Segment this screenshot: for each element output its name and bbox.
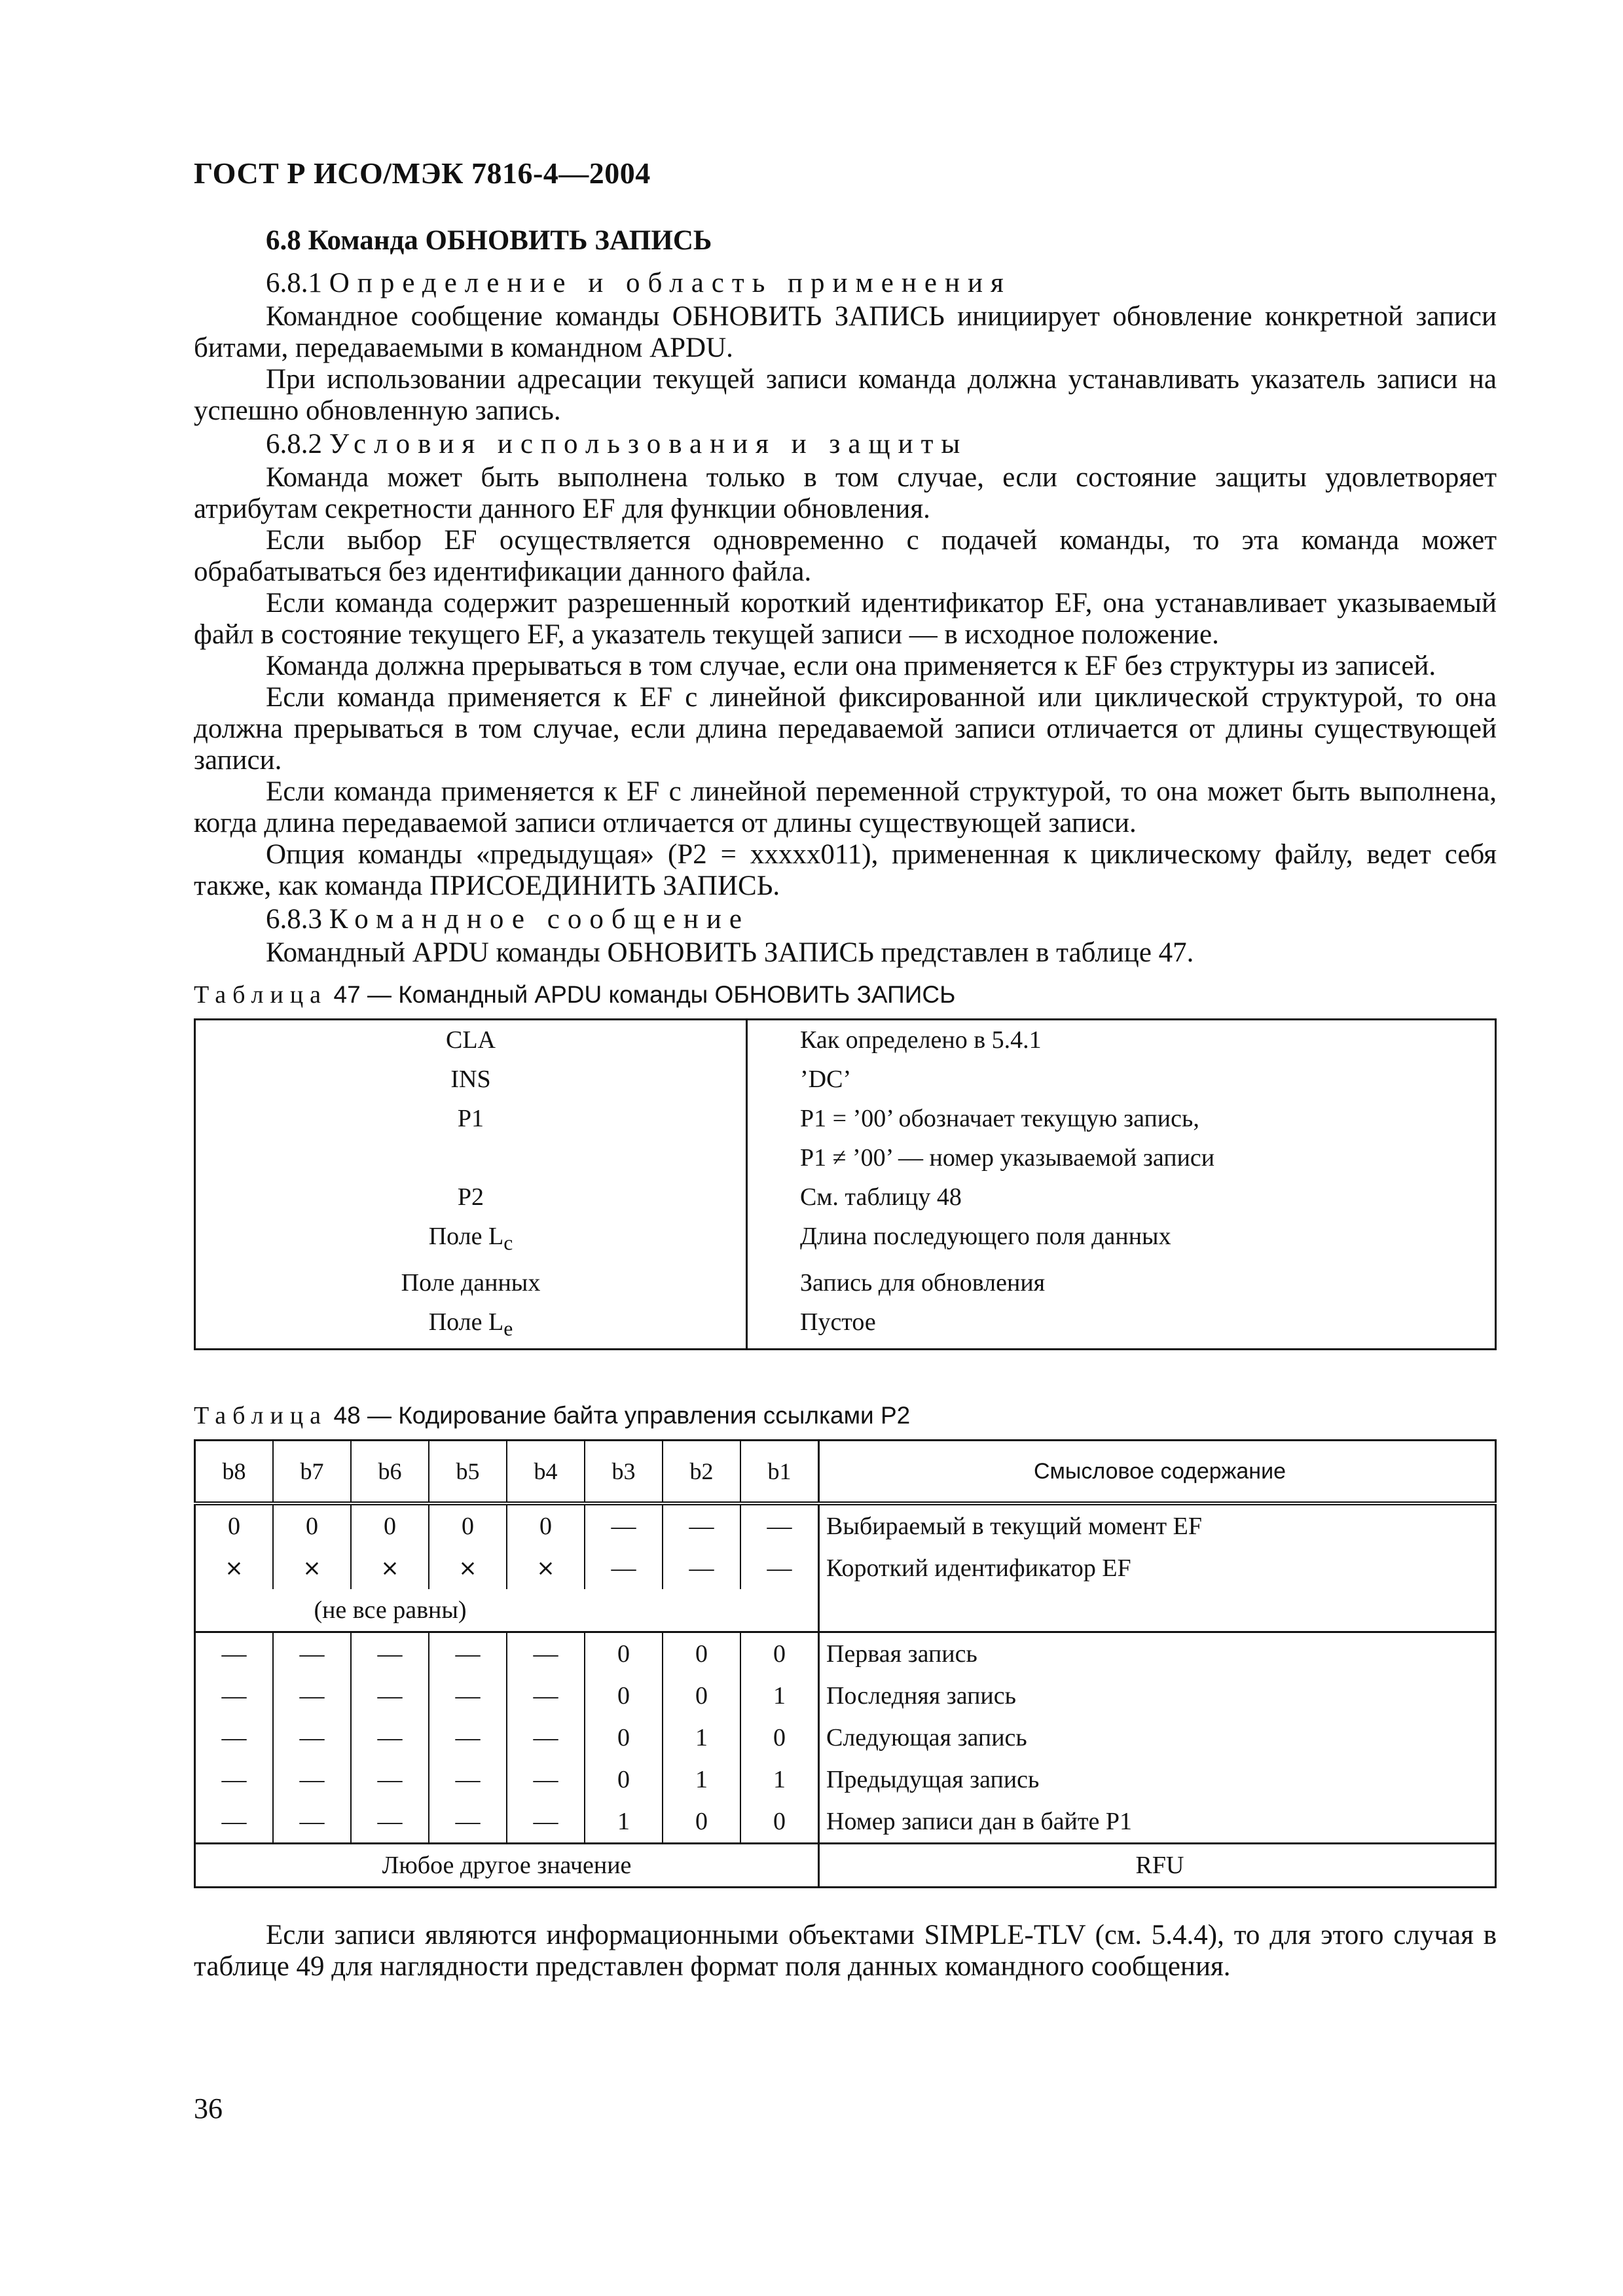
bit-cell: —	[273, 1801, 351, 1844]
table-row	[195, 1632, 1496, 1676]
field-cell	[195, 1060, 747, 1099]
bit-cell: —	[507, 1675, 585, 1717]
bit-cell: 0	[740, 1801, 819, 1844]
bit-cell: —	[351, 1632, 429, 1676]
document-header: ГОСТ Р ИСО/МЭК 7816-4—2004	[194, 156, 651, 190]
field-cell	[195, 1177, 747, 1217]
description-cell: Длина последующего поля данных	[800, 1223, 1171, 1250]
table-row	[195, 1177, 1496, 1217]
header-cell: b1	[740, 1441, 819, 1504]
table-header-row	[195, 1441, 1496, 1504]
paragraph: Команда должна прерываться в том случае, если она применяется к EF без структуры из записей.	[266, 651, 1436, 681]
bit-cell: —	[585, 1503, 663, 1547]
description-cell: ’DC’	[800, 1066, 852, 1093]
rfu-cell: RFU	[819, 1844, 1496, 1888]
table-row	[195, 1589, 1496, 1632]
caption-text: 47 — Командный APDU команды ОБНОВИТЬ ЗАПИСЬ	[333, 981, 956, 1008]
field-name: CLA	[446, 1026, 496, 1054]
bit-cell: —	[221, 1808, 247, 1836]
empty-cell	[585, 1589, 819, 1632]
table-48	[194, 1439, 1497, 1888]
bit-cell: —	[273, 1632, 351, 1676]
meaning-cell: Номер записи дан в байте P1	[819, 1801, 1496, 1844]
bit-cell: —	[351, 1675, 429, 1717]
paragraph: При использовании адресации текущей записи команда должна устанавливать указатель записи на успешно обновленную запись.	[194, 364, 1497, 426]
header-cell: b2	[663, 1441, 740, 1504]
table-row	[195, 1138, 1496, 1177]
caption-text: 48 — Кодирование байта управления ссылками P2	[333, 1402, 911, 1429]
meaning-cell: Предыдущая запись	[819, 1759, 1496, 1801]
caption-word: Таблица	[194, 981, 328, 1009]
bit-cell: —	[740, 1547, 819, 1589]
bit-cell: —	[429, 1759, 507, 1801]
description-cell: P1 = ’00’ обозначает текущую запись,	[800, 1105, 1199, 1132]
table-row	[195, 1099, 1496, 1138]
table-row	[195, 1060, 1496, 1099]
bit-cell: 0	[663, 1632, 740, 1676]
field-cell	[195, 1302, 747, 1350]
bit-cell: 0	[740, 1632, 819, 1676]
field-cell	[195, 1138, 747, 1177]
subsection-heading-3	[266, 902, 1497, 937]
bit-cell: 1	[585, 1801, 663, 1844]
field-name: Поле L	[428, 1223, 504, 1250]
bit-cell: —	[429, 1632, 507, 1676]
bit-cell: 0	[351, 1503, 429, 1547]
bit-cell: 0	[585, 1675, 663, 1717]
table-row	[195, 1503, 1496, 1547]
table-row	[195, 1675, 1496, 1717]
bit-cell: ×	[225, 1555, 244, 1582]
header-cell: Смысловое содержание	[819, 1441, 1496, 1504]
bit-cell: —	[221, 1766, 247, 1794]
table-row	[195, 1217, 1496, 1263]
field-cell	[195, 1020, 747, 1060]
table-row	[195, 1844, 1496, 1888]
subsection-number: 6.8.2	[266, 429, 322, 459]
meaning-cell: Последняя запись	[819, 1675, 1496, 1717]
description-cell: Запись для обновления	[800, 1268, 1046, 1297]
bit-cell: 0	[663, 1675, 740, 1717]
subsection-title: Условия использования и защиты	[329, 429, 968, 459]
bit-cell: —	[429, 1675, 507, 1717]
header-cell: b3	[585, 1441, 663, 1504]
field-cell	[195, 1263, 747, 1302]
subsection-heading-1	[266, 266, 1497, 301]
bit-cell: —	[221, 1682, 247, 1710]
bit-cell: 1	[663, 1717, 740, 1759]
field-subscript: e	[503, 1317, 513, 1340]
paragraph: Если команда применяется к EF с линейной переменной структурой, то она может быть выполнена, когда длина передаваемой записи отличается от длины существующей записи.	[194, 776, 1497, 838]
bit-cell: —	[351, 1759, 429, 1801]
subsection-heading-2	[266, 427, 1497, 462]
bit-cell: 1	[740, 1675, 819, 1717]
section-title: 6.8 Команда ОБНОВИТЬ ЗАПИСЬ	[266, 225, 712, 256]
bit-cell: —	[351, 1801, 429, 1844]
paragraph: Если команда содержит разрешенный короткий идентификатор EF, она устанавливает указываемый файл в состояние текущего EF, а указатель текущей записи — в исходное положение.	[194, 588, 1497, 650]
bit-cell: —	[351, 1717, 429, 1759]
header-cell: b8	[195, 1441, 274, 1504]
table-row	[195, 1020, 1496, 1060]
table-48-caption	[194, 1399, 1497, 1433]
bit-cell: 0	[663, 1801, 740, 1844]
field-name: Поле данных	[401, 1268, 541, 1297]
bit-cell: —	[221, 1724, 247, 1752]
bit-cell: —	[195, 1632, 274, 1676]
table-row	[195, 1263, 1496, 1302]
main-content	[194, 223, 1497, 1982]
table-row	[195, 1717, 1496, 1759]
bit-cell: ×	[351, 1547, 429, 1589]
description-cell: Пустое	[800, 1308, 876, 1336]
field-name: INS	[450, 1066, 491, 1093]
bit-cell: 0	[507, 1503, 585, 1547]
paragraph: Опция команды «предыдущая» (P2 = xxxxx011), примененная к циклическому файлу, ведет себя также, как команда ПРИСОЕДИНИТЬ ЗАПИСЬ.	[194, 839, 1497, 901]
bit-cell: 1	[740, 1759, 819, 1801]
bit-cell: 0	[429, 1503, 507, 1547]
bit-cell: ×	[429, 1547, 507, 1589]
table-row	[195, 1759, 1496, 1801]
bit-cell: 1	[663, 1759, 740, 1801]
bit-cell: 0	[228, 1513, 240, 1541]
bit-cell: 0	[273, 1503, 351, 1547]
bit-cell: —	[429, 1717, 507, 1759]
paragraph: Команда может быть выполнена только в том случае, если состояние защиты удовлетворяет атрибутам секретности данного EF для функции обновления.	[194, 462, 1497, 524]
bit-cell: —	[740, 1503, 819, 1547]
bit-cell: —	[507, 1717, 585, 1759]
paragraph: Если выбор EF осуществляется одновременно с подачей команды, то эта команда может обрабатываться без идентификации данного файла.	[194, 525, 1497, 587]
header-cell: b7	[273, 1441, 351, 1504]
field-name: P2	[457, 1183, 484, 1211]
table-row	[195, 1302, 1496, 1350]
bit-cell: 0	[585, 1632, 663, 1676]
field-cell	[195, 1099, 747, 1138]
other-value-cell: Любое другое значение	[195, 1844, 819, 1888]
description-cell: См. таблицу 48	[800, 1183, 962, 1211]
bit-cell: —	[273, 1717, 351, 1759]
bit-cell: —	[585, 1547, 663, 1589]
bit-cell: —	[663, 1503, 740, 1547]
empty-cell	[819, 1589, 1496, 1632]
paragraph: Если команда применяется к EF с линейной фиксированной или циклической структурой, то она должна прерываться в том случае, если длина передаваемой записи отличается от длины существующей записи.	[194, 682, 1497, 776]
bit-cell: —	[507, 1759, 585, 1801]
table-row	[195, 1801, 1496, 1844]
header-cell: b5	[429, 1441, 507, 1504]
page-number: 36	[194, 2092, 223, 2125]
field-cell	[195, 1217, 747, 1263]
bit-cell: —	[507, 1632, 585, 1676]
description-cell: P1 ≠ ’00’ — номер указываемой записи	[800, 1144, 1215, 1172]
bit-cell: —	[507, 1801, 585, 1844]
bit-cell: ×	[507, 1547, 585, 1589]
paragraph: Командный APDU команды ОБНОВИТЬ ЗАПИСЬ представлен в таблице 47.	[266, 937, 1194, 968]
paragraph: Если записи являются информационными объектами SIMPLE-TLV (см. 5.4.4), то для этого случая в таблице 49 для наглядности представлен формат поля данных командного сообщения.	[194, 1920, 1497, 1982]
description-cell: Как определено в 5.4.1	[800, 1026, 1042, 1054]
table-row	[195, 1547, 1496, 1589]
subsection-title: Определение и область применения	[329, 268, 1012, 298]
bit-cell: —	[663, 1547, 740, 1589]
meaning-cell: Первая запись	[819, 1632, 1496, 1676]
paragraph: Командное сообщение команды ОБНОВИТЬ ЗАПИСЬ инициирует обновление конкретной записи битами, передаваемыми в командном APDU.	[194, 301, 1497, 363]
subsection-number: 6.8.1	[266, 268, 322, 298]
field-subscript: c	[503, 1231, 513, 1255]
bit-cell: 0	[585, 1717, 663, 1759]
subsection-number: 6.8.3	[266, 904, 322, 935]
bit-cell: —	[273, 1675, 351, 1717]
table-47	[194, 1018, 1497, 1350]
meaning-cell: Короткий идентификатор EF	[819, 1547, 1496, 1589]
field-name: P1	[457, 1105, 484, 1132]
meaning-cell: Следующая запись	[819, 1717, 1496, 1759]
not-all-equal-note: (не все равны)	[314, 1596, 467, 1624]
meaning-cell: Выбираемый в текущий момент EF	[819, 1503, 1496, 1547]
bit-cell: 0	[740, 1717, 819, 1759]
bit-cell: —	[429, 1801, 507, 1844]
header-cell: b4	[507, 1441, 585, 1504]
field-name: Поле L	[428, 1308, 504, 1336]
bit-cell: 0	[585, 1759, 663, 1801]
table-47-caption	[194, 978, 1497, 1012]
bit-cell: ×	[273, 1547, 351, 1589]
subsection-title: Командное сообщение	[329, 904, 750, 935]
header-cell: b6	[351, 1441, 429, 1504]
bit-cell: —	[273, 1759, 351, 1801]
caption-word: Таблица	[194, 1402, 328, 1430]
